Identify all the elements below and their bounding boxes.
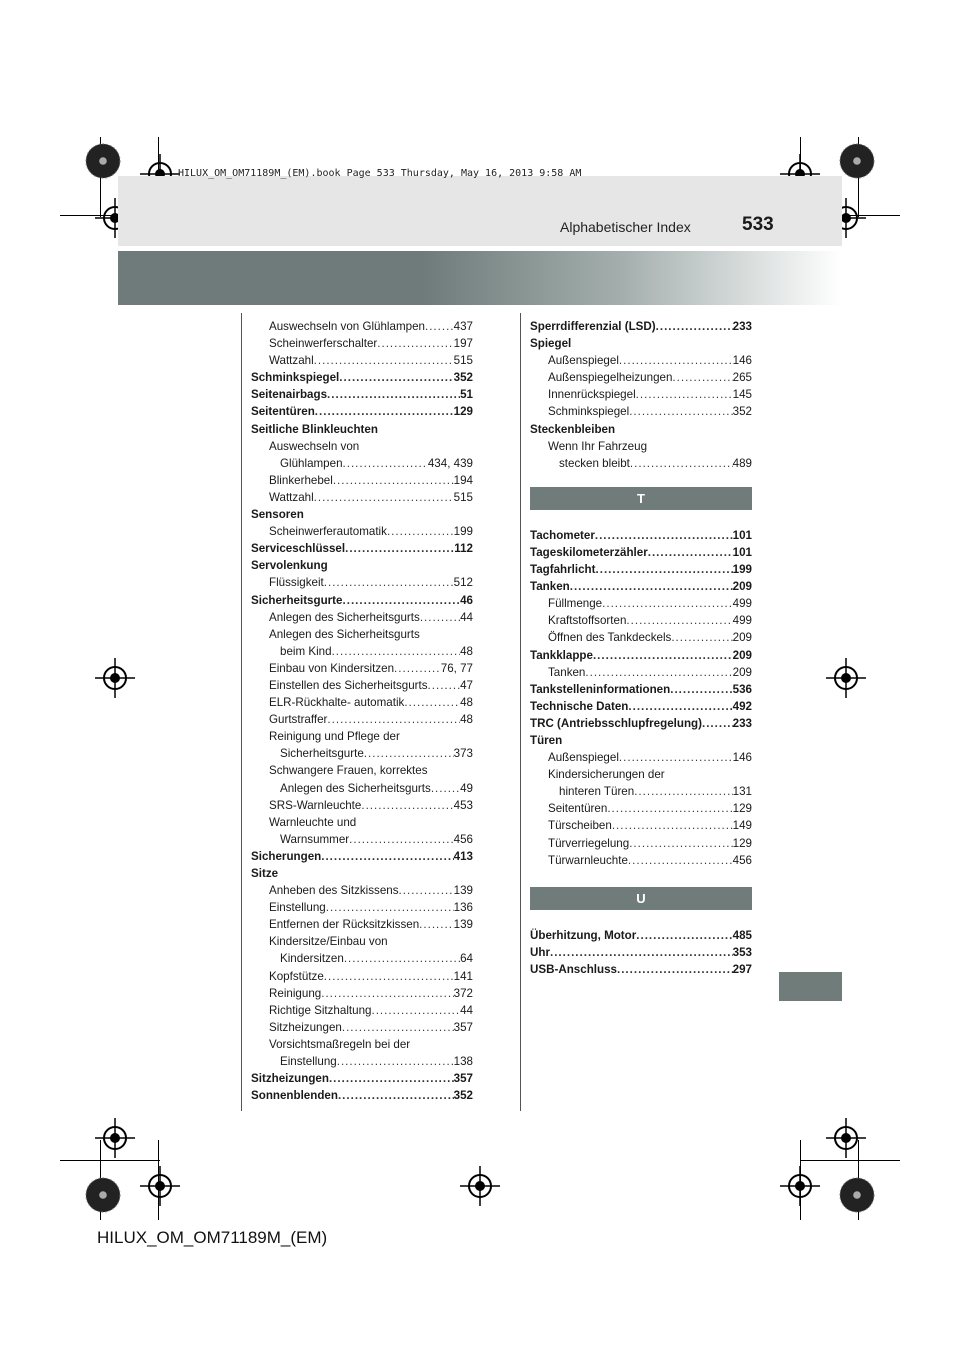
entry-term: Entfernen der Rücksitzkissen xyxy=(269,918,420,932)
leader-dots xyxy=(670,681,732,698)
leader-dots xyxy=(626,612,732,629)
entry-term: Anheben des Sitzkissens xyxy=(269,884,399,898)
entry-term: Auswechseln von Glühlampen xyxy=(269,320,425,333)
leader-dots xyxy=(617,961,733,978)
index-block-s xyxy=(530,318,752,472)
entry-term: Wattzahl xyxy=(269,490,314,504)
entry-page: 437 xyxy=(453,320,473,333)
leader-dots xyxy=(570,578,733,595)
index-entry xyxy=(251,899,473,916)
entry-term: Wattzahl xyxy=(269,354,314,368)
leader-dots xyxy=(343,455,428,472)
index-entry xyxy=(251,968,473,985)
index-entry xyxy=(530,944,752,961)
leader-dots xyxy=(634,783,732,800)
entry-page: 233 xyxy=(732,320,752,333)
leader-dots xyxy=(425,318,454,335)
entry-page: 101 xyxy=(732,528,752,542)
leader-dots xyxy=(404,694,460,711)
entry-term: Sicherheitsgurte xyxy=(251,593,343,607)
entry-term: Sicherheitsgurte xyxy=(280,747,364,761)
entry-term: Tachometer xyxy=(530,528,595,542)
entry-term: Richtige Sitzhaltung xyxy=(269,1003,372,1017)
leader-dots xyxy=(612,817,733,834)
index-entry: Sitze xyxy=(251,867,279,880)
leader-dots xyxy=(593,647,733,664)
index-entry xyxy=(530,612,752,629)
registration-target-icon xyxy=(826,658,866,698)
entry-page: 47 xyxy=(460,678,473,692)
letter-header-t: T xyxy=(530,487,752,510)
entry-term: hinteren Türen xyxy=(559,785,635,799)
leader-dots xyxy=(636,927,732,944)
leader-dots xyxy=(585,664,732,681)
letter-header-u: U xyxy=(530,887,752,910)
index-entry xyxy=(530,647,752,664)
index-entry: Türen xyxy=(530,733,563,747)
index-entry xyxy=(251,386,473,403)
index-entry: Seitliche Blinkleuchten xyxy=(251,422,378,436)
leader-dots xyxy=(550,944,733,961)
leader-dots xyxy=(324,968,454,985)
leader-dots xyxy=(595,527,733,544)
index-entry xyxy=(251,677,473,694)
index-entry xyxy=(251,882,473,899)
entry-page: 499 xyxy=(732,614,752,628)
registration-target-icon xyxy=(95,658,135,698)
leader-dots xyxy=(343,592,461,609)
leader-dots xyxy=(314,489,454,506)
entry-term: Glühlampen xyxy=(280,456,343,470)
leader-dots xyxy=(671,629,732,646)
index-entry: Schwangere Frauen, korrektes xyxy=(269,764,428,778)
section-title: Alphabetischer Index xyxy=(560,219,691,235)
index-entry xyxy=(251,745,473,762)
entry-page: 353 xyxy=(732,945,752,959)
index-entry xyxy=(530,715,752,732)
index-entry: Kindersitze/Einbau von xyxy=(269,935,388,949)
index-entry xyxy=(251,1053,473,1070)
leader-dots xyxy=(394,660,441,677)
index-entry xyxy=(530,664,752,681)
entry-page: 131 xyxy=(732,785,752,799)
index-entry xyxy=(530,835,752,852)
entry-page: 357 xyxy=(453,1020,473,1034)
entry-page: 209 xyxy=(732,648,752,662)
index-entry xyxy=(530,681,752,698)
column-divider-middle xyxy=(520,313,521,1111)
entry-term: Tageskilometerzähler xyxy=(530,545,648,559)
leader-dots xyxy=(672,369,732,386)
entry-page: 434, 439 xyxy=(427,456,473,470)
index-entry: Servolenkung xyxy=(251,559,328,573)
index-entry: Vorsichtsmaßregeln bei der xyxy=(269,1037,411,1051)
entry-page: 141 xyxy=(453,969,473,983)
index-entry xyxy=(530,698,752,715)
entry-page: 372 xyxy=(453,986,473,1000)
entry-term: Kraftstoffsorten xyxy=(548,614,627,628)
index-entry xyxy=(251,335,473,352)
index-entry xyxy=(530,852,752,869)
leader-dots xyxy=(619,749,733,766)
leader-dots xyxy=(364,745,454,762)
entry-term: Öffnen des Tankdeckels xyxy=(548,631,672,645)
registration-target-icon xyxy=(780,1166,820,1206)
entry-term: Tankstelleninformationen xyxy=(530,682,671,696)
entry-page: 515 xyxy=(453,490,473,504)
index-entry: Kindersicherungen der xyxy=(548,768,665,782)
entry-term: Sicherungen xyxy=(251,849,322,863)
index-entry xyxy=(251,455,473,472)
index-entry xyxy=(251,609,473,626)
leader-dots xyxy=(315,403,454,420)
leader-dots xyxy=(431,780,460,797)
entry-page: 145 xyxy=(732,388,752,402)
entry-page: 456 xyxy=(453,832,473,846)
entry-term: Tanken xyxy=(530,580,570,594)
entry-term: Serviceschlüssel xyxy=(251,542,346,556)
index-entry xyxy=(530,561,752,578)
leader-dots xyxy=(629,835,732,852)
leader-dots xyxy=(648,544,733,561)
leader-dots xyxy=(419,916,454,933)
index-entry xyxy=(530,369,752,386)
leader-dots xyxy=(321,848,453,865)
index-entry: Warnleuchte und xyxy=(269,815,357,829)
entry-page: 485 xyxy=(732,928,752,942)
entry-page: 499 xyxy=(732,597,752,611)
entry-term: Sitzheizungen xyxy=(251,1072,329,1086)
index-entry xyxy=(530,455,752,472)
entry-term: Blinkerhebel xyxy=(269,473,333,487)
leader-dots xyxy=(607,800,732,817)
leader-dots xyxy=(630,455,733,472)
entry-term: Füllmenge xyxy=(548,597,603,611)
color-wheel-icon xyxy=(838,1176,876,1214)
entry-term: Schminkspiegel xyxy=(548,405,630,419)
document-code: HILUX_OM_OM71189M_(EM) xyxy=(97,1228,328,1247)
entry-page: 357 xyxy=(453,1072,473,1086)
entry-page: 453 xyxy=(453,798,473,812)
entry-term: Außenspiegelheizungen xyxy=(548,371,673,385)
book-stamp: HILUX_OM_OM71189M_(EM).book Page 533 Thursday, May 16, 2013 9:58 AM xyxy=(178,168,582,179)
index-block-t xyxy=(530,527,752,869)
entry-page: 139 xyxy=(453,884,473,898)
entry-page: 129 xyxy=(453,405,473,419)
index-entry xyxy=(530,527,752,544)
entry-term: Einstellung xyxy=(269,901,326,915)
gradient-bar xyxy=(118,251,842,305)
index-entry xyxy=(530,927,752,944)
index-entry xyxy=(530,629,752,646)
entry-term: Seitenairbags xyxy=(251,388,328,402)
index-entry xyxy=(251,403,473,420)
entry-term: Einstellung xyxy=(280,1055,337,1069)
index-entry xyxy=(530,961,752,978)
entry-term: Einbau von Kindersitzen xyxy=(269,661,395,675)
leader-dots xyxy=(329,1070,454,1087)
entry-term: Reinigung xyxy=(269,986,322,1000)
index-entry xyxy=(530,578,752,595)
entry-term: Scheinwerferschalter xyxy=(269,337,378,351)
entry-term: Seitentüren xyxy=(251,405,315,419)
entry-page: 146 xyxy=(732,354,752,368)
entry-page: 209 xyxy=(732,580,752,594)
leader-dots xyxy=(420,609,460,626)
entry-term: Tanken xyxy=(548,665,586,679)
entry-page: 76, 77 xyxy=(440,661,473,675)
index-entry xyxy=(530,817,752,834)
entry-term: Tagfahrlicht xyxy=(530,563,596,577)
entry-page: 199 xyxy=(453,525,473,539)
page-number: 533 xyxy=(742,214,774,235)
entry-term: ELR-Rückhalte- automatik xyxy=(269,696,405,710)
entry-page: 194 xyxy=(453,473,473,487)
entry-term: Tankklappe xyxy=(530,648,593,662)
index-entry xyxy=(251,660,473,677)
entry-term: Flüssigkeit xyxy=(269,576,324,590)
leader-dots xyxy=(326,899,454,916)
leader-dots xyxy=(628,698,732,715)
leader-dots xyxy=(342,1019,454,1036)
index-entry xyxy=(251,592,473,609)
entry-page: 51 xyxy=(460,388,473,402)
index-entry xyxy=(251,848,473,865)
entry-page: 64 xyxy=(460,952,473,966)
leader-dots xyxy=(399,882,454,899)
leader-dots xyxy=(332,643,461,660)
entry-term: USB-Anschluss xyxy=(530,962,617,976)
leader-dots xyxy=(321,985,453,1002)
entry-page: 413 xyxy=(453,849,473,863)
leader-dots xyxy=(338,1087,454,1104)
leader-dots xyxy=(371,1002,460,1019)
entry-term: Uhr xyxy=(530,945,550,959)
entry-term: Sonnenblenden xyxy=(251,1089,338,1103)
index-entry xyxy=(530,403,752,420)
entry-page: 456 xyxy=(732,853,752,867)
entry-term: stecken bleibt xyxy=(559,456,630,470)
entry-page: 149 xyxy=(732,819,752,833)
leader-dots xyxy=(628,852,733,869)
color-wheel-icon xyxy=(84,142,122,180)
entry-term: Anlegen des Sicherheitsgurts xyxy=(280,781,431,795)
index-entry xyxy=(530,386,752,403)
header-band xyxy=(118,176,842,246)
leader-dots xyxy=(333,472,454,489)
entry-page: 297 xyxy=(732,962,752,976)
entry-page: 112 xyxy=(454,542,473,556)
leader-dots xyxy=(337,1053,454,1070)
leader-dots xyxy=(596,561,733,578)
entry-page: 352 xyxy=(453,1089,473,1103)
index-entry xyxy=(251,574,473,591)
leader-dots xyxy=(345,540,454,557)
entry-page: 48 xyxy=(460,644,473,658)
leader-dots xyxy=(428,677,461,694)
index-entry xyxy=(251,1002,473,1019)
entry-page: 49 xyxy=(460,781,473,795)
leader-dots xyxy=(314,352,454,369)
entry-page: 129 xyxy=(732,836,752,850)
leader-dots xyxy=(629,403,732,420)
index-block-u xyxy=(530,927,752,978)
color-wheel-icon xyxy=(84,1176,122,1214)
index-entry xyxy=(251,711,473,728)
entry-term: Seitentüren xyxy=(548,802,608,816)
entry-term: Türscheiben xyxy=(548,819,612,833)
entry-term: Technische Daten xyxy=(530,699,629,713)
index-entry: Wenn Ihr Fahrzeug xyxy=(548,439,648,453)
entry-term: Anlegen des Sicherheitsgurts xyxy=(269,610,420,624)
index-entry xyxy=(251,831,473,848)
entry-term: Schminkspiegel xyxy=(251,371,340,385)
entry-term: beim Kind xyxy=(280,644,332,658)
entry-page: 44 xyxy=(460,610,473,624)
entry-term: Außenspiegel xyxy=(548,751,619,765)
column-divider-left xyxy=(241,313,242,1111)
entry-term: TRC (Antriebsschlupfregelung) xyxy=(530,716,702,730)
entry-page: 352 xyxy=(732,405,752,419)
entry-term: Kindersitzen xyxy=(280,952,344,966)
leader-dots xyxy=(602,595,733,612)
entry-term: Überhitzung, Motor xyxy=(530,928,637,942)
entry-page: 515 xyxy=(453,354,473,368)
index-entry xyxy=(530,749,752,766)
registration-target-icon xyxy=(95,1118,135,1158)
index-entry: Sensoren xyxy=(251,508,304,522)
index-entry xyxy=(251,523,473,540)
entry-term: Türwarnleuchte xyxy=(548,853,628,867)
index-entry xyxy=(251,318,473,335)
index-entry xyxy=(251,643,473,660)
index-entry xyxy=(530,318,752,335)
entry-term: Außenspiegel xyxy=(548,354,619,368)
leader-dots xyxy=(349,831,454,848)
entry-page: 512 xyxy=(453,576,473,590)
index-entry xyxy=(530,352,752,369)
index-entry xyxy=(251,1019,473,1036)
entry-page: 199 xyxy=(732,563,752,577)
entry-page: 44 xyxy=(460,1003,473,1017)
leader-dots xyxy=(339,369,453,386)
leader-dots xyxy=(344,950,460,967)
index-entry xyxy=(530,800,752,817)
index-entry xyxy=(251,472,473,489)
leader-dots xyxy=(327,386,460,403)
entry-term: Sitzheizungen xyxy=(269,1020,342,1034)
entry-page: 536 xyxy=(732,682,752,696)
index-entry xyxy=(251,369,473,386)
entry-page: 209 xyxy=(732,631,752,645)
index-entry xyxy=(251,950,473,967)
leader-dots xyxy=(636,386,733,403)
entry-term: Gurtstraffer xyxy=(269,713,328,727)
registration-target-icon xyxy=(140,1166,180,1206)
leader-dots xyxy=(656,318,733,335)
entry-page: 129 xyxy=(732,802,752,816)
index-entry xyxy=(251,916,473,933)
index-entry xyxy=(251,780,473,797)
registration-target-icon xyxy=(460,1166,500,1206)
entry-page: 146 xyxy=(732,751,752,765)
leader-dots xyxy=(619,352,733,369)
leader-dots xyxy=(702,715,733,732)
index-entry xyxy=(530,783,752,800)
index-entry xyxy=(251,352,473,369)
index-entry xyxy=(530,595,752,612)
entry-term: SRS-Warnleuchte xyxy=(269,798,362,812)
entry-page: 139 xyxy=(453,918,473,932)
leader-dots xyxy=(387,523,454,540)
index-column-left xyxy=(251,318,473,1104)
index-entry: Anlegen des Sicherheitsgurts xyxy=(269,627,420,641)
index-column-right xyxy=(530,318,752,978)
entry-page: 101 xyxy=(732,545,752,559)
entry-page: 233 xyxy=(732,716,752,730)
index-entry xyxy=(251,489,473,506)
entry-page: 136 xyxy=(453,901,473,915)
index-entry xyxy=(251,540,473,557)
index-entry: Spiegel xyxy=(530,337,572,351)
index-entry xyxy=(251,797,473,814)
index-entry xyxy=(530,544,752,561)
leader-dots xyxy=(377,335,453,352)
entry-page: 48 xyxy=(460,713,473,727)
entry-page: 138 xyxy=(453,1055,473,1069)
entry-term: Kopfstütze xyxy=(269,969,324,983)
entry-term: Innenrückspiegel xyxy=(548,388,636,402)
leader-dots xyxy=(324,574,454,591)
entry-page: 373 xyxy=(453,747,473,761)
index-entry xyxy=(251,1087,473,1104)
entry-page: 492 xyxy=(732,699,752,713)
index-entry xyxy=(251,985,473,1002)
index-entry xyxy=(251,694,473,711)
index-entry: Steckenbleiben xyxy=(530,422,616,436)
entry-term: Sperrdifferenzial (LSD) xyxy=(530,320,656,333)
entry-page: 48 xyxy=(460,696,473,710)
entry-term: Scheinwerferautomatik xyxy=(269,525,387,539)
entry-page: 46 xyxy=(460,593,473,607)
index-entry: Reinigung und Pflege der xyxy=(269,730,400,744)
entry-term: Einstellen des Sicherheitsgurts xyxy=(269,678,428,692)
leader-dots xyxy=(327,711,460,728)
entry-page: 489 xyxy=(732,456,752,470)
entry-page: 352 xyxy=(453,371,473,385)
index-entry: Auswechseln von xyxy=(269,439,360,453)
entry-term: Warnsummer xyxy=(280,832,350,846)
chapter-tab xyxy=(779,972,842,1001)
registration-target-icon xyxy=(826,1118,866,1158)
leader-dots xyxy=(361,797,453,814)
entry-page: 209 xyxy=(732,665,752,679)
color-wheel-icon xyxy=(838,142,876,180)
entry-page: 197 xyxy=(453,337,473,351)
entry-page: 265 xyxy=(732,371,752,385)
entry-term: Türverriegelung xyxy=(548,836,630,850)
index-entry xyxy=(251,1070,473,1087)
